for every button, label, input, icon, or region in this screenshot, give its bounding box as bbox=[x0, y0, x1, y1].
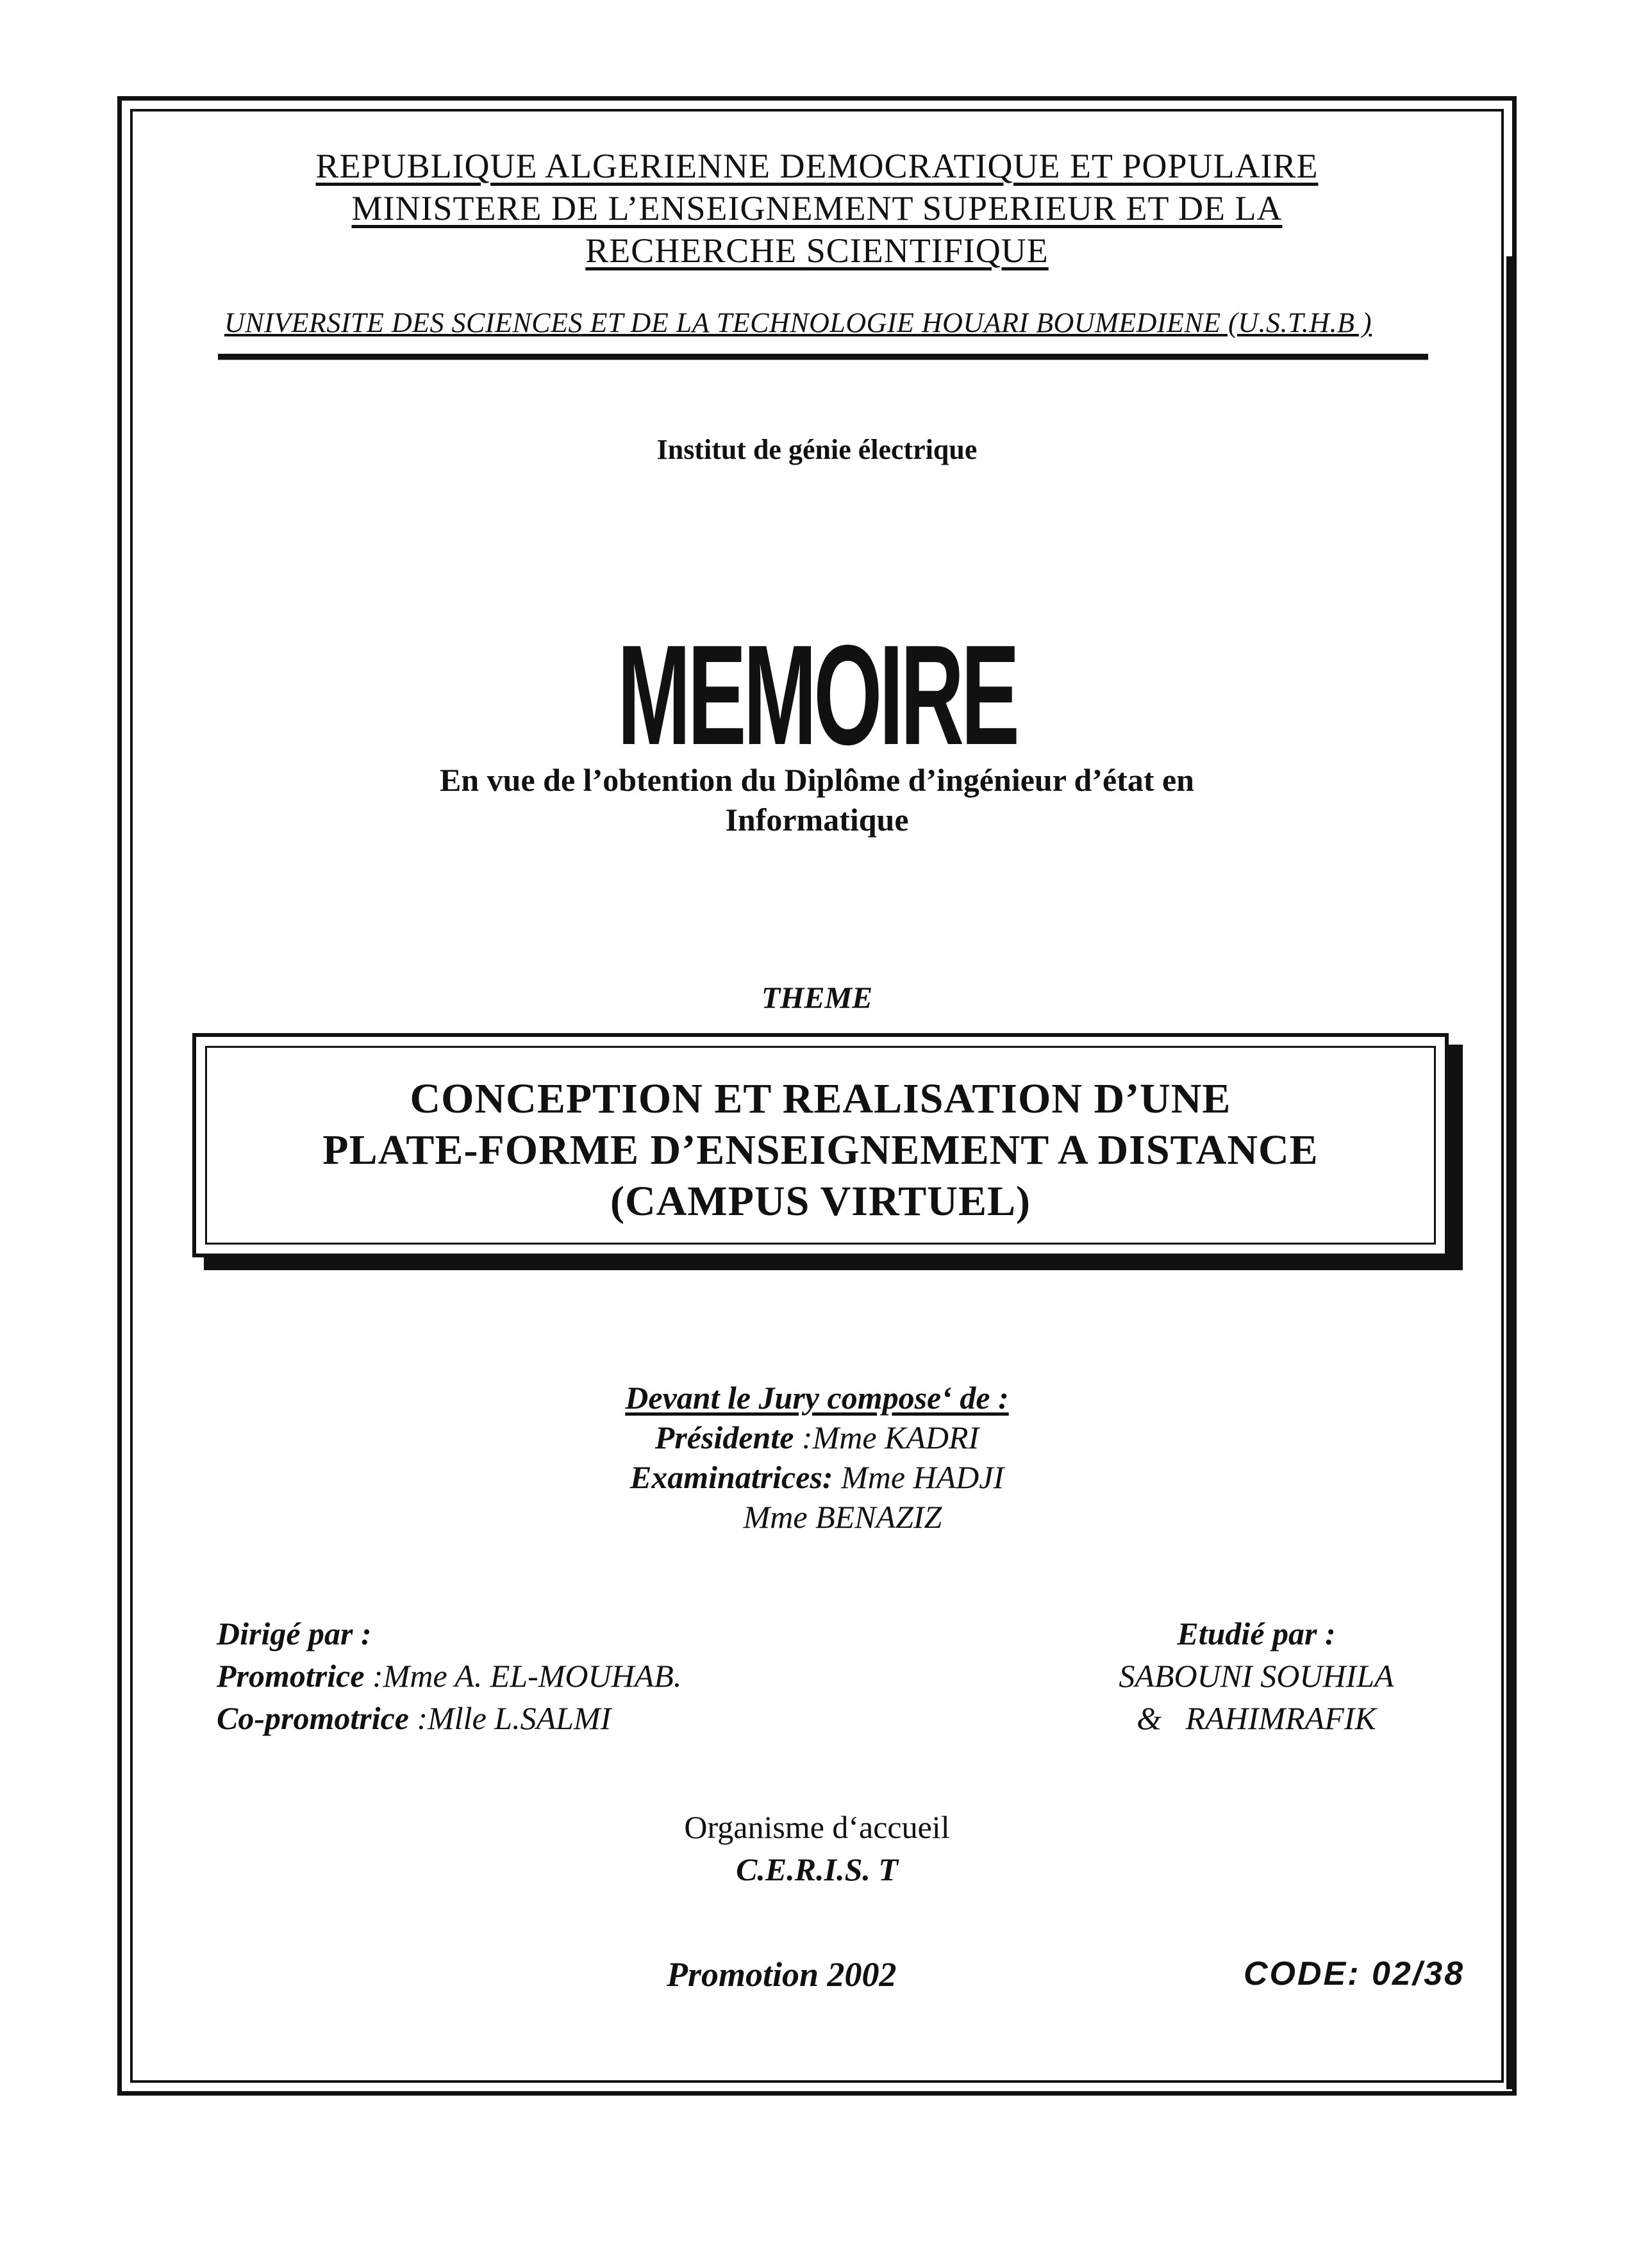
diploma-line-2: Informatique bbox=[725, 802, 909, 838]
university-line: UNIVERSITE DES SCIENCES ET DE LA TECHNOLOGIE HOUARI BOUMEDIENE (U.S.T.H.B ) bbox=[224, 307, 1372, 338]
institut-name: Institut de génie électrique bbox=[656, 434, 978, 465]
document-code: CODE: 02/38 bbox=[1244, 1955, 1465, 1992]
jury-block bbox=[130, 1378, 1504, 1537]
research-line: RECHERCHE SCIENTIFIQUE bbox=[585, 231, 1049, 270]
theme-title bbox=[205, 1073, 1436, 1227]
diploma-line-1: En vue de l’obtention du Diplôme d’ingénieur d’état en bbox=[440, 762, 1194, 798]
page-border-shadow bbox=[1506, 256, 1515, 2089]
students-block bbox=[1077, 1612, 1436, 1739]
student-2: & RAHIMRAFIK bbox=[1137, 1700, 1376, 1736]
jury-president: Présidente :Mme KADRI bbox=[654, 1420, 979, 1455]
theme-line-1: CONCEPTION ET REALISATION D’UNE bbox=[410, 1075, 1231, 1122]
host-organisation-label: Organisme d‘accueil bbox=[684, 1809, 950, 1845]
supervisors-block bbox=[217, 1612, 681, 1739]
theme-line-3: (CAMPUS VIRTUEL) bbox=[610, 1178, 1031, 1225]
students-heading: Etudié par : bbox=[1177, 1616, 1336, 1651]
promotion-year: Promotion 2002 bbox=[667, 1955, 897, 1994]
jury-examiners: Examinatrices: Mme HADJI bbox=[629, 1459, 1004, 1495]
supervisors-heading: Dirigé par : bbox=[217, 1616, 372, 1651]
header-divider bbox=[218, 354, 1428, 364]
student-1: SABOUNI SOUHILA bbox=[1119, 1658, 1394, 1694]
ministry-line: MINISTERE DE L’ENSEIGNEMENT SUPERIEUR ET DE LA bbox=[351, 189, 1283, 228]
republic-line: REPUBLIQUE ALGERIENNE DEMOCRATIQUE ET POPULAIRE bbox=[315, 147, 1319, 185]
theme-box-shadow-right bbox=[1449, 1045, 1463, 1270]
host-organisation bbox=[130, 1806, 1504, 1891]
host-organisation-name: C.E.R.I.S. T bbox=[736, 1851, 898, 1887]
jury-heading: Devant le Jury compose‘ de : bbox=[625, 1380, 1009, 1416]
promotrice: Promotrice :Mme A. EL-MOUHAB. bbox=[217, 1658, 682, 1694]
document-title: MEMOIRE bbox=[617, 616, 1017, 775]
theme-box-shadow-bottom bbox=[204, 1257, 1463, 1270]
theme-line-2: PLATE-FORME D’ENSEIGNEMENT A DISTANCE bbox=[322, 1127, 1319, 1173]
copromotrice: Co-promotrice :Mlle L.SALMI bbox=[217, 1700, 612, 1736]
jury-examiner-2: Mme BENAZIZ bbox=[743, 1499, 942, 1535]
theme-label: THEME bbox=[761, 981, 873, 1015]
